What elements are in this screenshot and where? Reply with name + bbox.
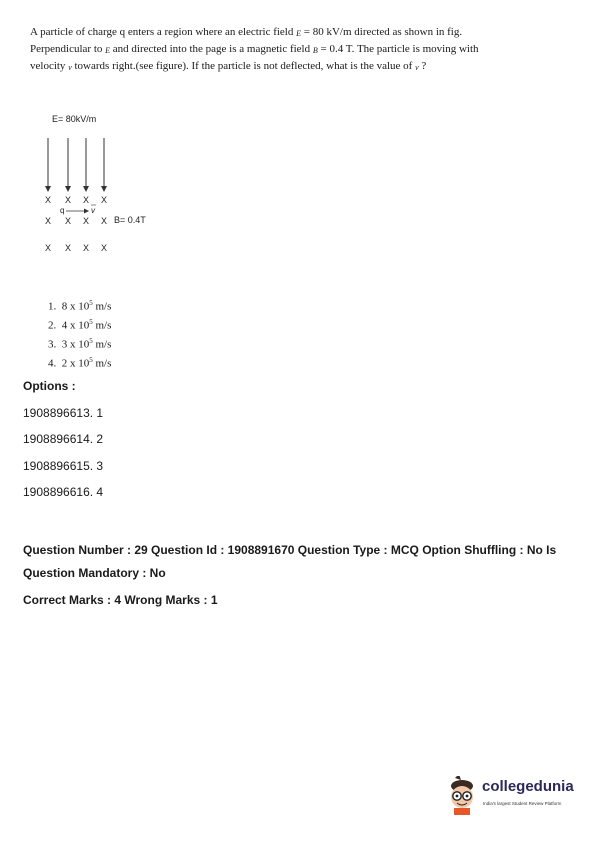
velocity-arrowhead-icon [84,209,89,214]
magnetic-field-label: B= 0.4T [114,215,146,225]
mascot-eye [466,795,469,798]
charge-label: q [60,206,65,215]
choice-item [48,353,111,372]
cross-mark: X [83,216,90,226]
mascot-hair-tuft [455,776,461,780]
cross-mark: X [45,195,52,205]
choice-number: 2. [48,319,57,332]
question-text-part: ? [418,60,427,72]
choice-unit: m/s [92,338,112,351]
question-meta-line-3: Correct Marks : 4 Wrong Marks : 1 [23,593,218,607]
choice-value: 4 x 10 [61,319,90,332]
choice-value: 2 x 10 [61,358,90,371]
question-text-part: velocity [30,60,69,72]
question-meta-line-1: Question Number : 29 Question Id : 1908891670 Question Type : MCQ Option Shuffling : No Is [23,543,557,557]
choice-exponent: 5 [89,318,93,327]
field-diagram [40,110,200,260]
brand-tagline: India's largest Student Review Platform [483,801,562,806]
cross-mark: X [101,216,108,226]
cross-mark: X [45,243,52,253]
collegedunia-logo [445,776,585,816]
vector-e-symbol: E [296,29,302,38]
choice-item [48,315,111,334]
question-line-1 [30,24,570,41]
electric-field-label: E= 80kV/m [52,114,97,124]
question-text-part: = 80 kV/m directed as shown in fig. [301,26,463,38]
cross-mark: X [83,243,90,253]
cross-mark: X [45,216,52,226]
question-line-3 [30,58,570,75]
question-line-2 [30,41,570,58]
choice-unit: m/s [92,319,112,332]
option-id-3: 1908896615. 3 [23,459,104,473]
option-id-4: 1908896616. 4 [23,485,104,499]
vector-v-symbol: v [68,63,72,72]
cross-mark: X [65,216,72,226]
choice-number: 1. [48,300,57,313]
options-heading: Options : [23,379,76,393]
cross-mark: X [65,243,72,253]
choice-exponent: 5 [89,299,93,307]
choice-exponent: 5 [89,356,93,365]
question-meta-line-2: Question Mandatory : No [23,566,166,580]
cross-mark: X [101,243,108,253]
arrowhead-icon [65,186,71,192]
mascot-shirt [454,808,470,815]
arrowhead-icon [101,186,107,192]
choice-number: 3. [48,338,57,351]
mascot-icon [445,776,481,816]
choice-item [48,296,111,315]
question-text-part: = 0.4 T. The particle is moving with [317,43,479,55]
choice-unit: m/s [92,300,112,313]
choice-number: 4. [48,358,57,371]
vector-b-symbol: B [312,46,318,55]
field-arrowheads [45,186,107,192]
cross-mark: X [101,195,108,205]
vector-e-symbol: E [105,46,111,55]
question-text-part: towards right.(see figure). If the particle is not deflected, what is the value of [71,60,416,72]
mascot-eye [456,795,459,798]
arrowhead-icon [45,186,51,192]
field-arrows [48,138,104,188]
cross-mark: X [65,195,72,205]
arrowhead-icon [83,186,89,192]
option-id-1: 1908896613. 1 [23,406,104,420]
choice-value: 3 x 10 [61,338,90,351]
field-diagram-svg [40,110,200,260]
question-text-part: and directed into the page is a magnetic field [110,43,313,55]
choice-item [48,334,111,353]
velocity-label: v [91,206,95,215]
brand-name: collegedunia [482,778,574,795]
cross-mark: X [83,195,90,205]
option-id-2: 1908896614. 2 [23,432,104,446]
choice-exponent: 5 [89,337,93,346]
question-text-part: Perpendicular to [30,43,106,55]
question-text-part: A particle of charge q enters a region where an electric field [30,26,297,38]
vector-v-symbol: v [415,63,419,72]
answer-choices [48,296,111,373]
question-text [30,24,570,75]
choice-unit: m/s [92,358,112,371]
choice-value: 8 x 10 [61,300,90,313]
